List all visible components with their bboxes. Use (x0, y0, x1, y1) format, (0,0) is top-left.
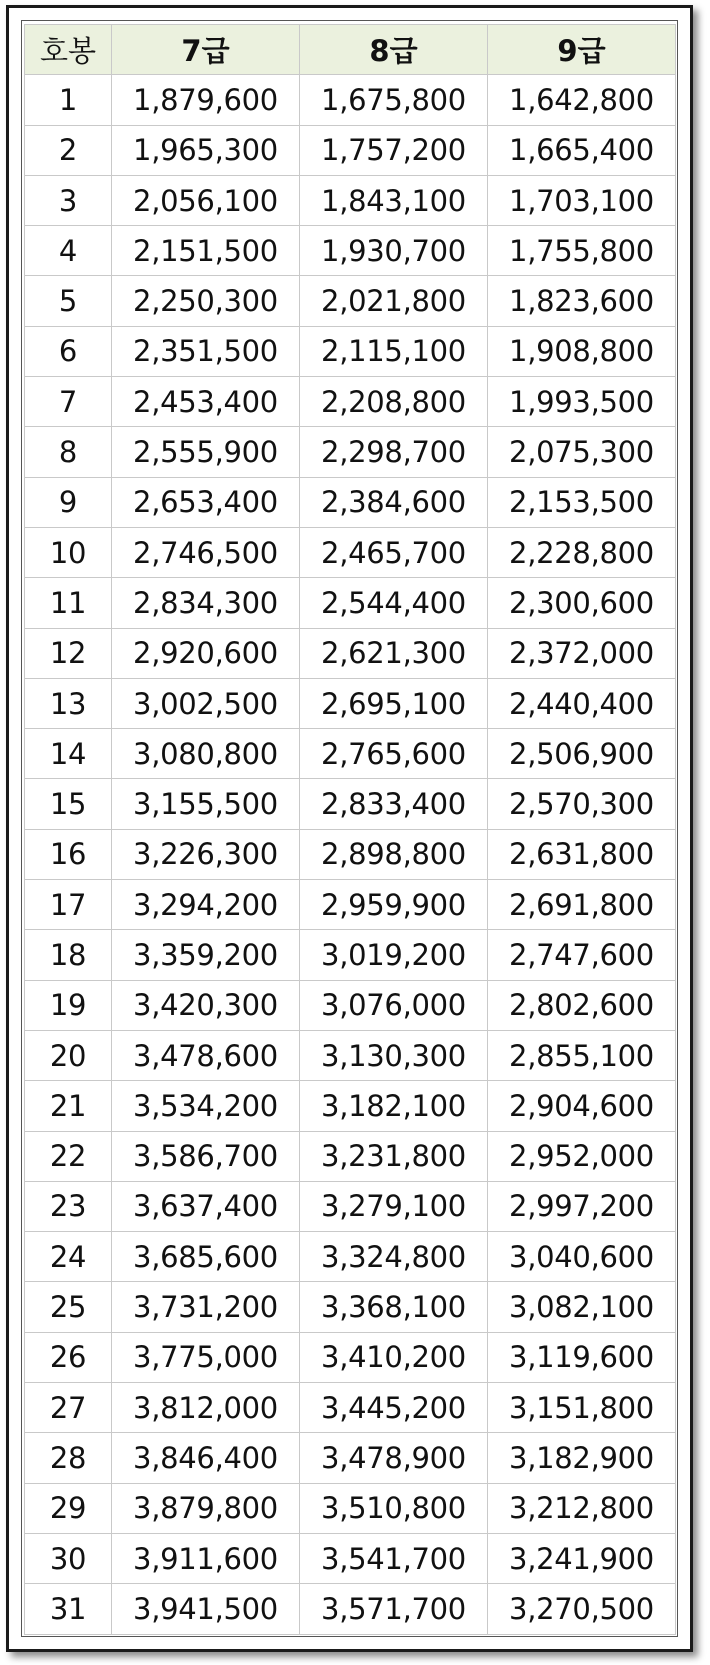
step-cell: 31 (25, 1584, 112, 1634)
grade-9-cell: 3,212,800 (488, 1483, 676, 1533)
grade-9-cell: 3,241,900 (488, 1533, 676, 1583)
table-row (25, 1081, 676, 1131)
table-row (25, 880, 676, 930)
grade-9-cell: 2,802,600 (488, 980, 676, 1030)
table-row (25, 729, 676, 779)
grade-8-cell: 3,231,800 (300, 1131, 488, 1181)
grade-8-cell: 2,621,300 (300, 628, 488, 678)
grade-9-cell: 2,153,500 (488, 477, 676, 527)
table-row (25, 628, 676, 678)
header-step: 호봉 (25, 25, 112, 75)
grade-8-cell: 2,695,100 (300, 678, 488, 728)
grade-8-cell: 2,898,800 (300, 829, 488, 879)
step-cell: 4 (25, 226, 112, 276)
grade-9-cell: 1,993,500 (488, 377, 676, 427)
grade-9-cell: 3,040,600 (488, 1232, 676, 1282)
table-row (25, 1181, 676, 1231)
step-cell: 7 (25, 377, 112, 427)
step-cell: 10 (25, 527, 112, 577)
table-row (25, 1584, 676, 1634)
step-cell: 25 (25, 1282, 112, 1332)
grade-7-cell: 3,478,600 (112, 1030, 300, 1080)
grade-8-cell: 1,930,700 (300, 226, 488, 276)
grade-8-cell: 3,076,000 (300, 980, 488, 1030)
grade-7-cell: 2,920,600 (112, 628, 300, 678)
grade-7-cell: 3,294,200 (112, 880, 300, 930)
header-grade-7: 7급 (112, 25, 300, 75)
grade-9-cell: 2,904,600 (488, 1081, 676, 1131)
table-row (25, 1483, 676, 1533)
grade-8-cell: 3,130,300 (300, 1030, 488, 1080)
grade-7-cell: 3,420,300 (112, 980, 300, 1030)
grade-7-cell: 3,534,200 (112, 1081, 300, 1131)
table-row (25, 1383, 676, 1433)
table-header (25, 25, 676, 75)
grade-8-cell: 3,410,200 (300, 1332, 488, 1382)
grade-9-cell: 3,270,500 (488, 1584, 676, 1634)
grade-9-cell: 1,642,800 (488, 75, 676, 125)
grade-8-cell: 3,478,900 (300, 1433, 488, 1483)
grade-7-cell: 1,965,300 (112, 125, 300, 175)
step-cell: 21 (25, 1081, 112, 1131)
grade-8-cell: 2,115,100 (300, 326, 488, 376)
grade-7-cell: 3,846,400 (112, 1433, 300, 1483)
grade-9-cell: 2,570,300 (488, 779, 676, 829)
table-row (25, 527, 676, 577)
grade-8-cell: 3,541,700 (300, 1533, 488, 1583)
step-cell: 8 (25, 427, 112, 477)
table-row (25, 125, 676, 175)
grade-8-cell: 3,019,200 (300, 930, 488, 980)
table-row (25, 578, 676, 628)
grade-9-cell: 2,747,600 (488, 930, 676, 980)
grade-8-cell: 3,279,100 (300, 1181, 488, 1231)
grade-7-cell: 2,746,500 (112, 527, 300, 577)
table-row (25, 678, 676, 728)
grade-9-cell: 2,691,800 (488, 880, 676, 930)
table-row (25, 1030, 676, 1080)
grade-8-cell: 2,465,700 (300, 527, 488, 577)
grade-7-cell: 3,879,800 (112, 1483, 300, 1533)
grade-9-cell: 1,823,600 (488, 276, 676, 326)
table-body (25, 75, 676, 1634)
step-cell: 5 (25, 276, 112, 326)
step-cell: 11 (25, 578, 112, 628)
grade-9-cell: 2,372,000 (488, 628, 676, 678)
step-cell: 18 (25, 930, 112, 980)
step-cell: 14 (25, 729, 112, 779)
step-cell: 2 (25, 125, 112, 175)
grade-7-cell: 2,653,400 (112, 477, 300, 527)
grade-8-cell: 3,182,100 (300, 1081, 488, 1131)
step-cell: 28 (25, 1433, 112, 1483)
grade-8-cell: 3,571,700 (300, 1584, 488, 1634)
table-row (25, 175, 676, 225)
step-cell: 30 (25, 1533, 112, 1583)
step-cell: 20 (25, 1030, 112, 1080)
grade-7-cell: 3,941,500 (112, 1584, 300, 1634)
grade-7-cell: 2,555,900 (112, 427, 300, 477)
step-cell: 9 (25, 477, 112, 527)
grade-8-cell: 3,324,800 (300, 1232, 488, 1282)
table-row (25, 1232, 676, 1282)
header-grade-9: 9급 (488, 25, 676, 75)
grade-9-cell: 1,908,800 (488, 326, 676, 376)
grade-7-cell: 3,080,800 (112, 729, 300, 779)
step-cell: 15 (25, 779, 112, 829)
image-frame (6, 5, 693, 1652)
step-cell: 6 (25, 326, 112, 376)
grade-9-cell: 1,665,400 (488, 125, 676, 175)
grade-7-cell: 2,834,300 (112, 578, 300, 628)
step-cell: 26 (25, 1332, 112, 1382)
grade-9-cell: 2,440,400 (488, 678, 676, 728)
step-cell: 12 (25, 628, 112, 678)
table-row (25, 1533, 676, 1583)
step-cell: 13 (25, 678, 112, 728)
salary-step-table (24, 24, 676, 1635)
grade-7-cell: 2,056,100 (112, 175, 300, 225)
grade-9-cell: 2,506,900 (488, 729, 676, 779)
step-cell: 22 (25, 1131, 112, 1181)
grade-7-cell: 3,812,000 (112, 1383, 300, 1433)
grade-9-cell: 2,631,800 (488, 829, 676, 879)
grade-8-cell: 2,544,400 (300, 578, 488, 628)
grade-8-cell: 2,833,400 (300, 779, 488, 829)
grade-8-cell: 2,959,900 (300, 880, 488, 930)
grade-7-cell: 3,637,400 (112, 1181, 300, 1231)
step-cell: 23 (25, 1181, 112, 1231)
table-row (25, 980, 676, 1030)
table-row (25, 326, 676, 376)
table-row (25, 1282, 676, 1332)
grade-9-cell: 2,997,200 (488, 1181, 676, 1231)
step-cell: 3 (25, 175, 112, 225)
grade-7-cell: 3,731,200 (112, 1282, 300, 1332)
grade-9-cell: 3,182,900 (488, 1433, 676, 1483)
table-row (25, 477, 676, 527)
table-row (25, 1131, 676, 1181)
grade-7-cell: 1,879,600 (112, 75, 300, 125)
step-cell: 24 (25, 1232, 112, 1282)
step-cell: 19 (25, 980, 112, 1030)
grade-9-cell: 1,755,800 (488, 226, 676, 276)
header-row (25, 25, 676, 75)
grade-8-cell: 1,675,800 (300, 75, 488, 125)
grade-7-cell: 3,226,300 (112, 829, 300, 879)
grade-7-cell: 3,002,500 (112, 678, 300, 728)
grade-8-cell: 2,298,700 (300, 427, 488, 477)
table-row (25, 427, 676, 477)
grade-7-cell: 3,911,600 (112, 1533, 300, 1583)
step-cell: 17 (25, 880, 112, 930)
grade-7-cell: 3,359,200 (112, 930, 300, 980)
grade-9-cell: 1,703,100 (488, 175, 676, 225)
grade-9-cell: 2,855,100 (488, 1030, 676, 1080)
table-row (25, 1433, 676, 1483)
step-cell: 27 (25, 1383, 112, 1433)
grade-8-cell: 3,445,200 (300, 1383, 488, 1433)
grade-8-cell: 1,757,200 (300, 125, 488, 175)
table-row (25, 829, 676, 879)
table-row (25, 779, 676, 829)
grade-8-cell: 2,384,600 (300, 477, 488, 527)
grade-7-cell: 3,775,000 (112, 1332, 300, 1382)
grade-9-cell: 2,075,300 (488, 427, 676, 477)
grade-9-cell: 2,952,000 (488, 1131, 676, 1181)
grade-7-cell: 2,151,500 (112, 226, 300, 276)
grade-8-cell: 1,843,100 (300, 175, 488, 225)
table-row (25, 276, 676, 326)
grade-7-cell: 2,351,500 (112, 326, 300, 376)
grade-9-cell: 3,151,800 (488, 1383, 676, 1433)
grade-9-cell: 3,082,100 (488, 1282, 676, 1332)
grade-9-cell: 3,119,600 (488, 1332, 676, 1382)
table-row (25, 377, 676, 427)
grade-7-cell: 3,685,600 (112, 1232, 300, 1282)
grade-9-cell: 2,228,800 (488, 527, 676, 577)
grade-8-cell: 2,021,800 (300, 276, 488, 326)
step-cell: 16 (25, 829, 112, 879)
grade-8-cell: 3,510,800 (300, 1483, 488, 1533)
grade-9-cell: 2,300,600 (488, 578, 676, 628)
table-row (25, 930, 676, 980)
grade-7-cell: 3,155,500 (112, 779, 300, 829)
grade-8-cell: 2,208,800 (300, 377, 488, 427)
step-cell: 1 (25, 75, 112, 125)
grade-7-cell: 3,586,700 (112, 1131, 300, 1181)
table-row (25, 226, 676, 276)
grade-8-cell: 3,368,100 (300, 1282, 488, 1332)
table-row (25, 1332, 676, 1382)
table-row (25, 75, 676, 125)
grade-7-cell: 2,453,400 (112, 377, 300, 427)
header-grade-8: 8급 (300, 25, 488, 75)
step-cell: 29 (25, 1483, 112, 1533)
grade-7-cell: 2,250,300 (112, 276, 300, 326)
grade-8-cell: 2,765,600 (300, 729, 488, 779)
